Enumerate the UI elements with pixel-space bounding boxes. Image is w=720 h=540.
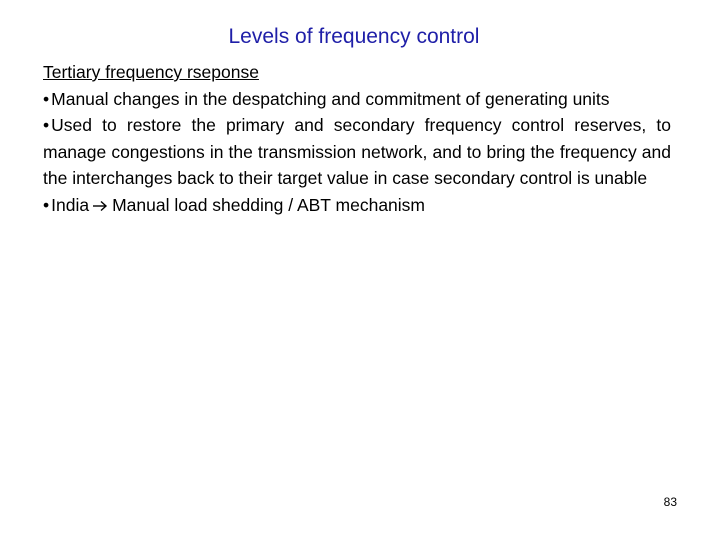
slide-title: Levels of frequency control [228, 25, 480, 48]
bullet-item [43, 86, 671, 113]
bullet-text: Manual changes in the despatching and commitment of generating units [51, 88, 610, 109]
bullet-marker: • [43, 88, 50, 109]
bullet-suffix: Manual load shedding / ABT mechanism [112, 194, 426, 215]
bullet-marker: • [43, 194, 50, 215]
arrow-right-icon [92, 193, 108, 220]
bullet-prefix: India [51, 194, 90, 215]
page-number: 83 [663, 495, 677, 509]
section-heading: Tertiary frequency rseponse [43, 62, 259, 82]
bullet-marker: • [43, 115, 50, 135]
slide-content [43, 59, 671, 219]
bullet-text: Used to restore the primary and secondary frequency control reserves, to manage congestions in the transmission network, and to bring the frequency and the interchanges back to their target value in case secondary control is unable [43, 115, 671, 188]
bullet-item [43, 112, 671, 192]
bullet-item [43, 192, 671, 220]
